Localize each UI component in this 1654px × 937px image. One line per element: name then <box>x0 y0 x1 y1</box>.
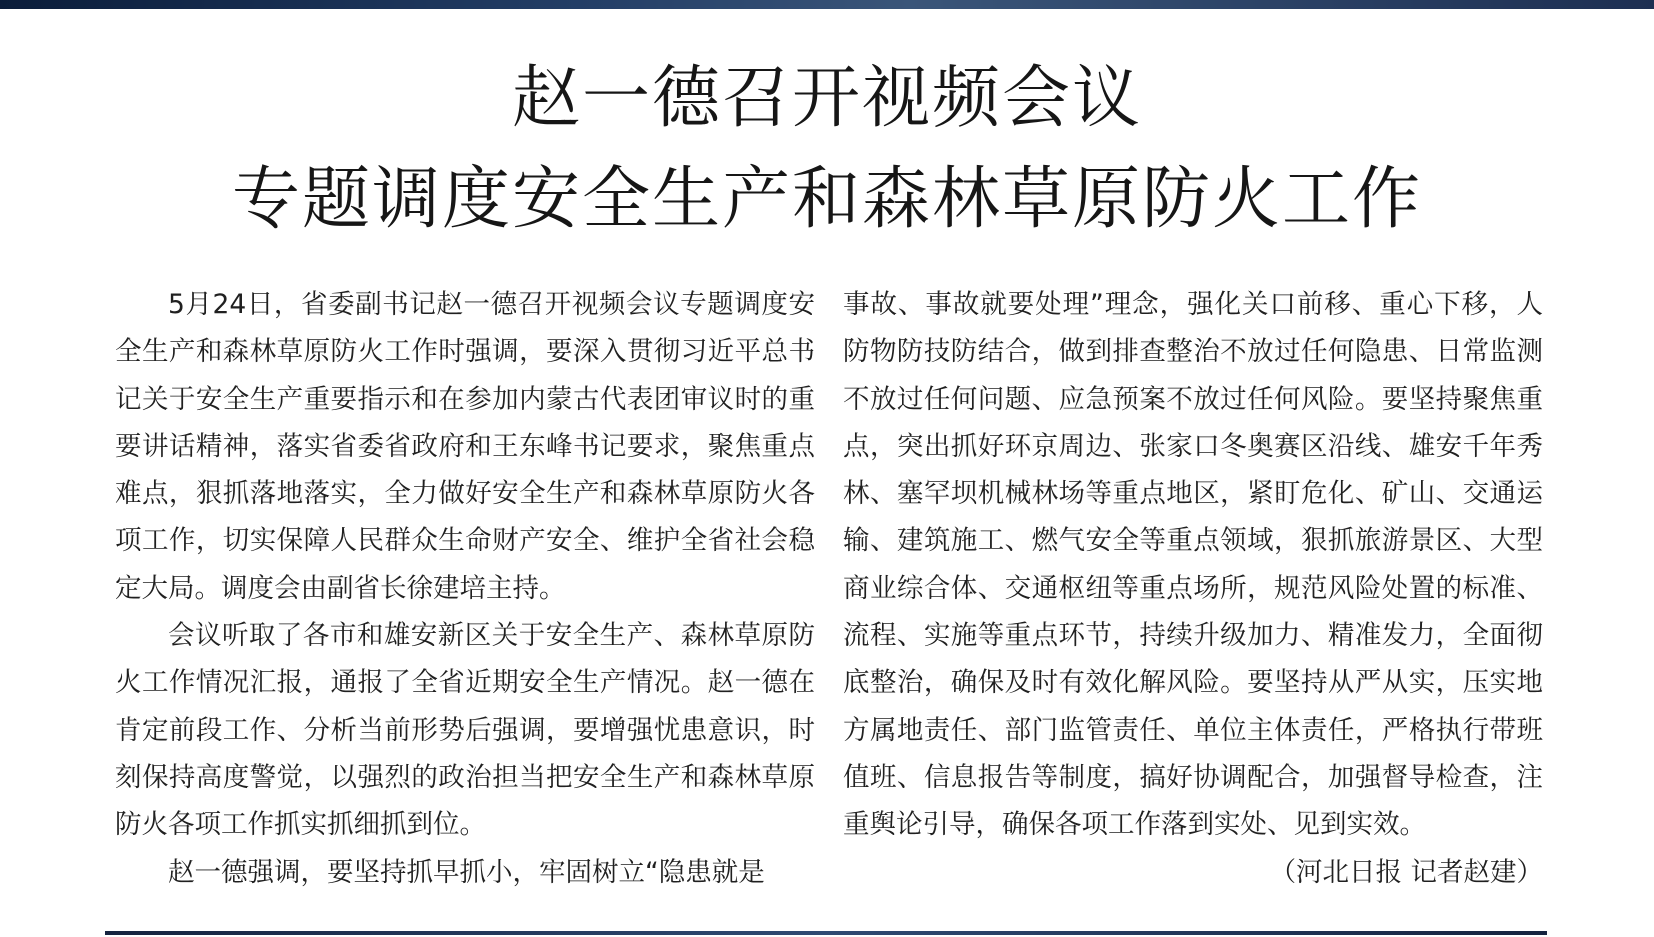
headline-line-2: 专题调度安全生产和森林草原防火工作 <box>231 160 1422 239</box>
article-column-right <box>843 281 1543 896</box>
bottom-divider <box>105 931 1547 935</box>
headline-line-1: 赵一德召开视频会议 <box>511 59 1142 138</box>
article-paragraph-3-continued <box>843 281 1543 888</box>
top-banner-bar <box>0 0 1654 9</box>
article-paragraph-3-start: 赵一德强调，要坚持抓早抓小，牢固树立“隐患就是 <box>168 856 765 888</box>
article-paragraph-2: 会议听取了各市和雄安新区关于安全生产、森林草原防火工作情况汇报，通报了全省近期安全生产情况。赵一德在肯定前段工作、分析当前形势后强调，要增强忧患意识，时刻保持高度警觉，以强烈的政治担当把安全生产和森林草原防火各项工作抓实抓细抓到位。 <box>115 620 815 841</box>
byline: （河北日报 记者赵建） <box>1269 856 1543 888</box>
article-column-left <box>115 281 815 896</box>
article-paragraph-1: 5月24日，省委副书记赵一德召开视频会议专题调度安全生产和森林草原防火工作时强调，要深入贯彻习近平总书记关于安全生产重要指示和在参加内蒙古代表团审议时的重要讲话精神，落实省委省政府和王东峰书记要求，聚焦重点难点，狠抓落地落实，全力做好安全生产和森林草原防火各项工作，切实保障人民群众生命财产安全、维护全省社会稳定大局。调度会由副省长徐建培主持。 <box>115 289 815 604</box>
article-paragraph-3-text: 事故、事故就要处理”理念，强化关口前移、重心下移，人防物防技防结合，做到排查整治不放过任何隐患、日常监测不放过任何问题、应急预案不放过任何风险。要坚持聚焦重点，突出抓好环京周边、张家口冬奥赛区沿线、雄安千年秀林、塞罕坝机械林场等重点地区，紧盯危化、矿山、交通运输、建筑施工、燃气安全等重点领域，狠抓旅游景区、大型商业综合体、交通枢纽等重点场所，规范风险处置的标准、流程、实施等重点环节，持续升级加力、精准发力，全面彻底整治，确保及时有效化解风险。要坚持从严从实，压实地方属地责任、部门监管责任、单位主体责任，严格执行带班值班、信息报告等制度，搞好协调配合，加强督导检查，注重舆论引导，确保各项工作落到实处、见到实效。 <box>843 289 1543 841</box>
